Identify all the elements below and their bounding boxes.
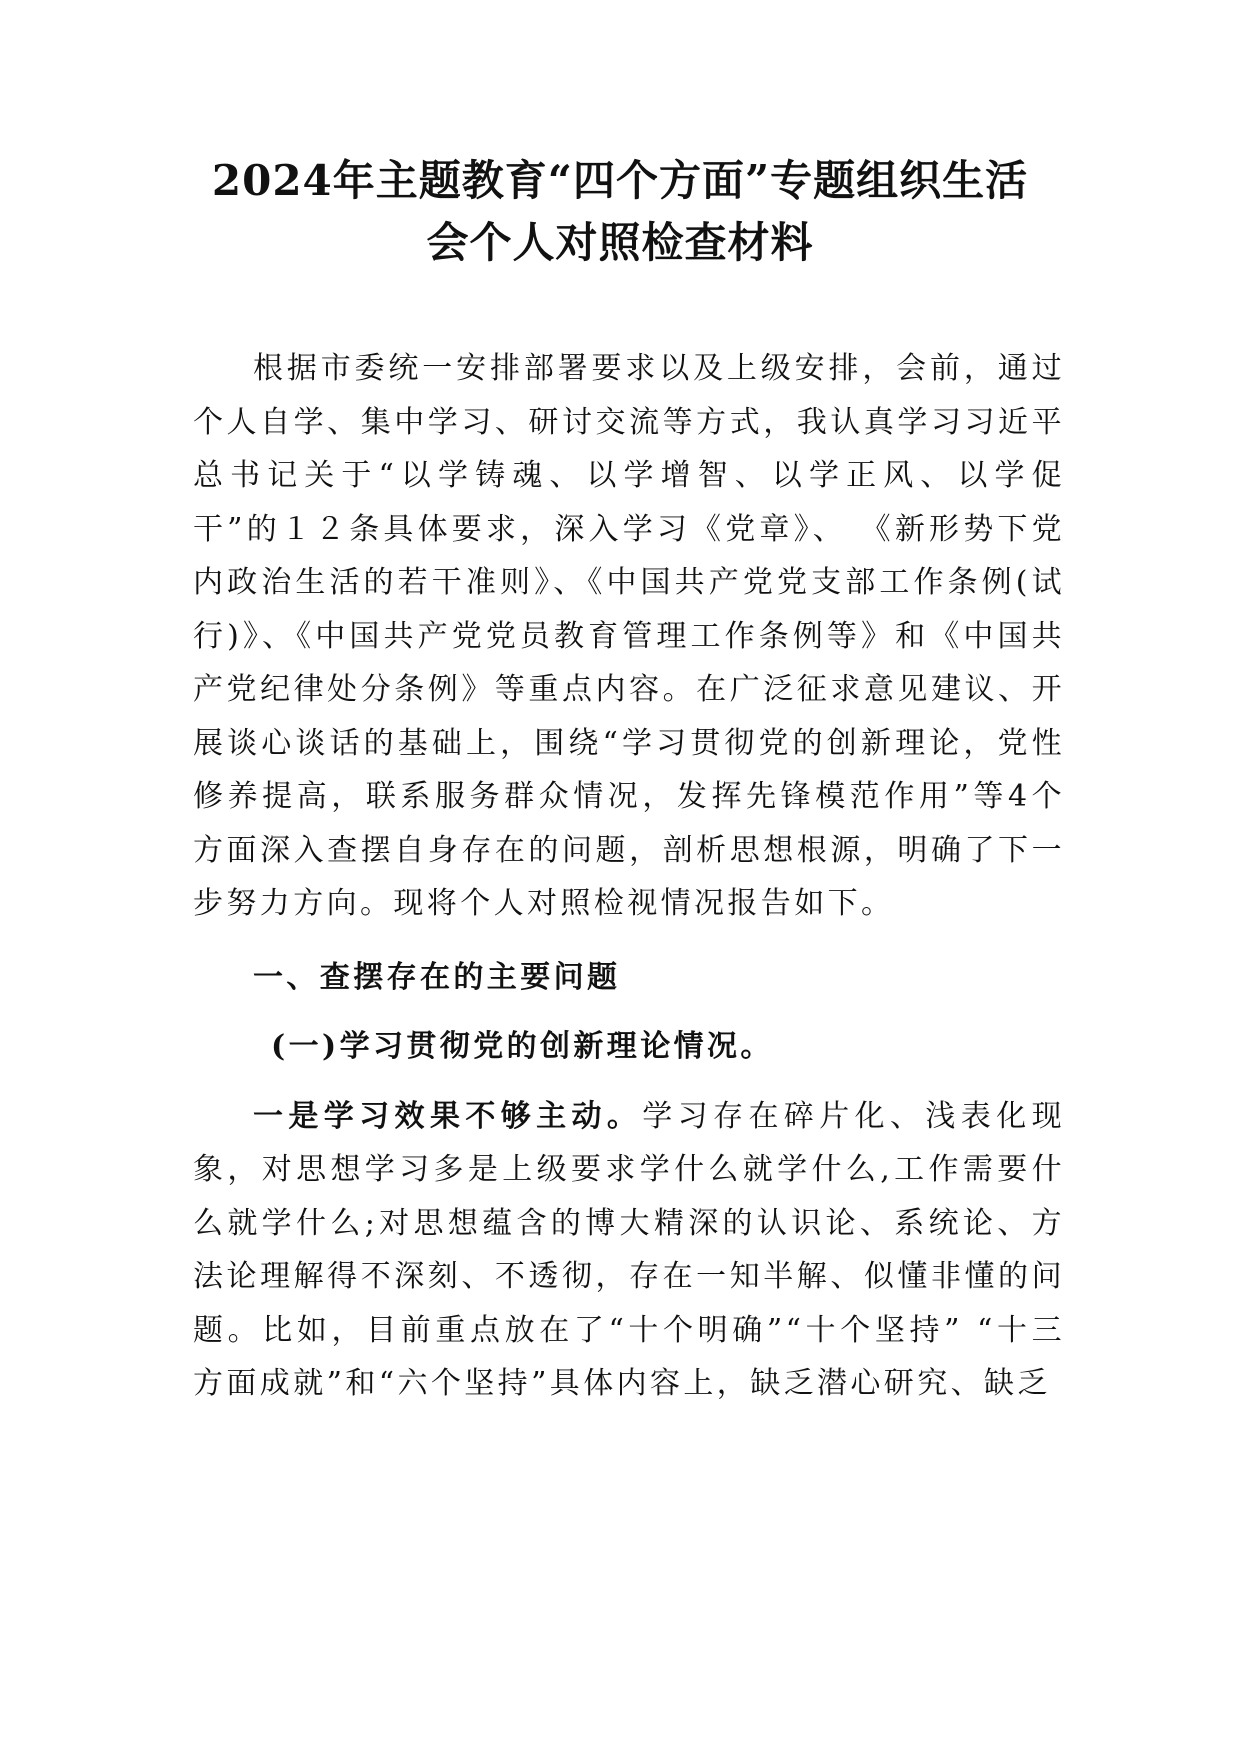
document-body: [193, 342, 1065, 1411]
point-lead-1: 一是学习效果不够主动。: [253, 1098, 643, 1134]
point-paragraph-1: [193, 1090, 1065, 1411]
section-heading-1: 一、查摆存在的主要问题: [253, 959, 621, 995]
point-text-1: 学习存在碎片化、浅表化现象，对思想学习多是上级要求学什么就学什么,工作需要什么就学什么;对思想蕴含的博大精深的认识论、系统论、方法论理解得不深刻、不透彻，存在一知半解、似懂非懂的问题。比如，目前重点放在了“十个明确”“十个坚持” “十三方面成就”和“六个坚持”具体内容上，缺乏潜心研究、缺乏: [193, 1098, 1065, 1401]
subsection-heading-1: (一)学习贯彻党的创新理论情况。: [271, 1029, 774, 1064]
document-title: [150, 150, 1090, 274]
intro-paragraph: 根据市委统一安排部署要求以及上级安排，会前，通过个人自学、集中学习、研讨交流等方式，我认真学习习近平总书记关于“以学铸魂、以学增智、以学正风、以学促干”的１２条具体要求，深入学习《党章》、 《新形势下党内政治生活的若干准则》、《中国共产党党支部工作条例(试行)》、《中国共产党党员教育管理工作条例等》和《中国共产党纪律处分条例》等重点内容。在广泛征求意见建议、开展谈心谈话的基础上，围绕“学习贯彻党的创新理论，党性修养提高，联系服务群众情况，发挥先锋模范作用”等4个方面深入查摆自身存在的问题，剖析思想根源，明确了下一步努力方向。现将个人对照检视情况报告如下。: [193, 351, 1065, 921]
title-line-1: 2024年主题教育“四个方面”专题组织生活: [211, 156, 1029, 205]
title-line-2: 会个人对照检查材料: [426, 218, 814, 267]
